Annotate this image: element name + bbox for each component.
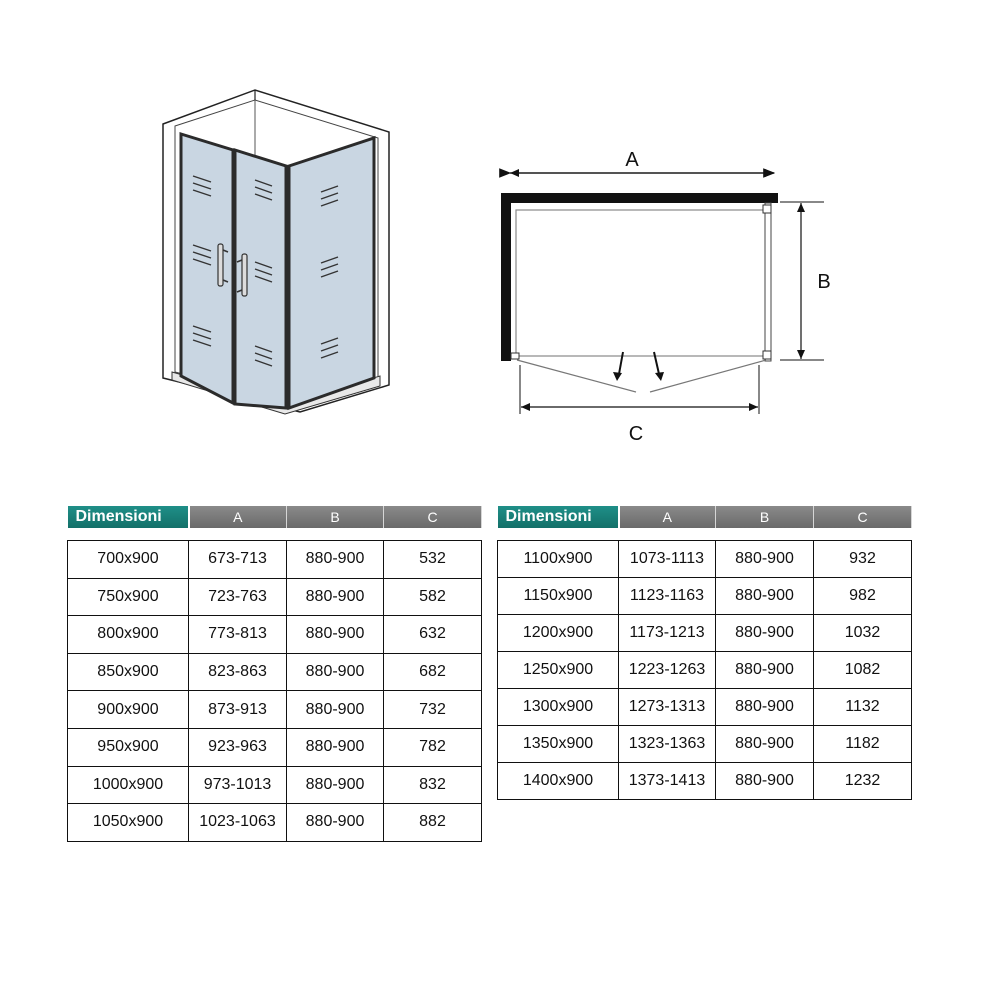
dimensions-table-right [497,506,912,800]
cell-b: 880-900 [287,541,384,579]
table-row [498,726,912,763]
header-dimensioni: Dimensioni [498,506,619,528]
cell-a: 723-763 [189,578,287,616]
cell-c: 532 [384,541,482,579]
illustration-area [0,0,1000,470]
cell-c: 582 [384,578,482,616]
cell-a: 1073-1113 [619,541,716,578]
cell-dimensioni: 900x900 [68,691,189,729]
table-row [498,541,912,578]
cell-dimensioni: 1250x900 [498,652,619,689]
table-row [68,728,482,766]
shower-enclosure-drawing [163,90,389,414]
cell-b: 880-900 [287,766,384,804]
cell-a: 1023-1063 [189,804,287,842]
cell-dimensioni: 1150x900 [498,578,619,615]
cell-c: 1132 [814,689,912,726]
cell-c: 682 [384,653,482,691]
cell-c: 1032 [814,615,912,652]
cell-b: 880-900 [716,541,814,578]
table-row [498,689,912,726]
cell-dimensioni: 850x900 [68,653,189,691]
cell-a: 1123-1163 [619,578,716,615]
dimension-a-label: A [625,149,639,171]
header-a: A [619,506,716,528]
table-row [68,616,482,654]
plan-view-diagram [501,149,831,445]
cell-b: 880-900 [716,689,814,726]
table-row [68,804,482,842]
cell-c: 632 [384,616,482,654]
cell-b: 880-900 [716,615,814,652]
cell-b: 880-900 [287,616,384,654]
cell-a: 823-863 [189,653,287,691]
cell-dimensioni: 1000x900 [68,766,189,804]
cell-a: 873-913 [189,691,287,729]
cell-dimensioni: 1300x900 [498,689,619,726]
dimensions-table-left [67,506,482,842]
table-row [68,653,482,691]
table-header-row [68,506,482,528]
cell-c: 882 [384,804,482,842]
cell-dimensioni: 1350x900 [498,726,619,763]
table-row [68,766,482,804]
cell-c: 1232 [814,763,912,800]
table-row [68,541,482,579]
cell-c: 1082 [814,652,912,689]
cell-dimensioni: 1100x900 [498,541,619,578]
cell-b: 880-900 [287,578,384,616]
header-c: C [814,506,912,528]
cell-dimensioni: 1200x900 [498,615,619,652]
cell-c: 932 [814,541,912,578]
table-row [498,615,912,652]
cell-b: 880-900 [716,726,814,763]
cell-a: 1323-1363 [619,726,716,763]
cell-c: 1182 [814,726,912,763]
cell-b: 880-900 [287,653,384,691]
table-header-row [498,506,912,528]
cell-a: 923-963 [189,728,287,766]
cell-b: 880-900 [287,691,384,729]
cell-dimensioni: 950x900 [68,728,189,766]
cell-c: 982 [814,578,912,615]
cell-c: 732 [384,691,482,729]
cell-dimensioni: 750x900 [68,578,189,616]
cell-c: 782 [384,728,482,766]
table-row [68,691,482,729]
cell-b: 880-900 [716,763,814,800]
cell-a: 1273-1313 [619,689,716,726]
dimension-b-label: B [817,271,831,293]
header-dimensioni: Dimensioni [68,506,189,528]
header-b: B [716,506,814,528]
cell-a: 1373-1413 [619,763,716,800]
table-row [498,578,912,615]
cell-dimensioni: 1050x900 [68,804,189,842]
header-a: A [189,506,287,528]
cell-b: 880-900 [287,728,384,766]
cell-c: 832 [384,766,482,804]
cell-b: 880-900 [716,578,814,615]
cell-a: 673-713 [189,541,287,579]
cell-dimensioni: 1400x900 [498,763,619,800]
cell-a: 773-813 [189,616,287,654]
cell-a: 1173-1213 [619,615,716,652]
table-row [498,652,912,689]
dimension-c-label: C [628,423,644,445]
cell-a: 1223-1263 [619,652,716,689]
table-row [68,578,482,616]
cell-b: 880-900 [287,804,384,842]
cell-b: 880-900 [716,652,814,689]
header-c: C [384,506,482,528]
cell-dimensioni: 800x900 [68,616,189,654]
header-b: B [287,506,384,528]
cell-a: 973-1013 [189,766,287,804]
cell-dimensioni: 700x900 [68,541,189,579]
table-row [498,763,912,800]
